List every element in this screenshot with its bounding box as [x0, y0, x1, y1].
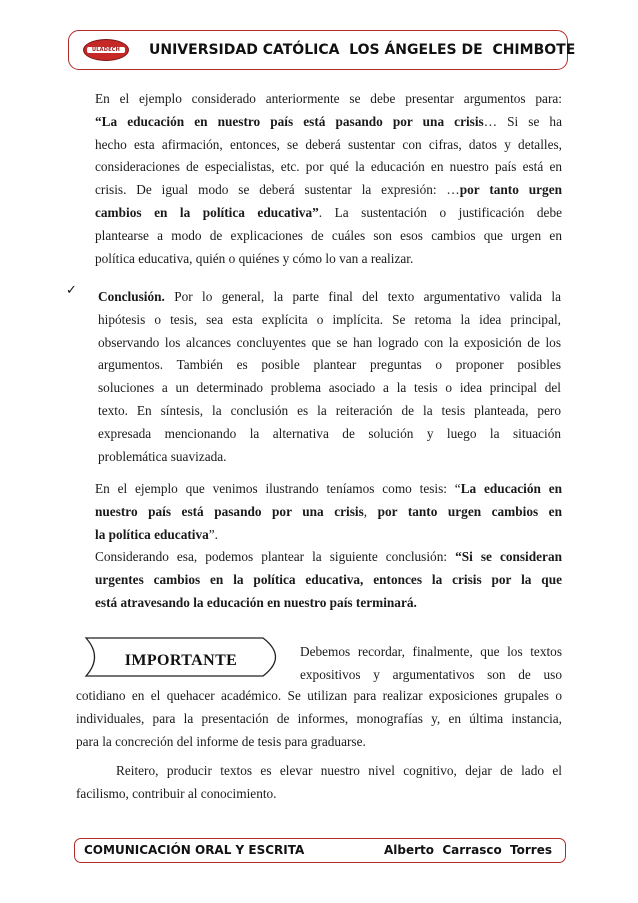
logo-text: ULADECH	[92, 46, 120, 53]
text-line: En el ejemplo que venimos ilustrando teníamos como tesis: “La educación en	[95, 481, 562, 496]
text-line: cambios en la política educativa”. La sustentación o justificación debe	[95, 204, 562, 220]
text-line: soluciones a un determinado problema asociado a la tesis o idea principal del	[98, 380, 561, 396]
header-title: UNIVERSIDAD CATÓLICA LOS ÁNGELES DE CHIMBOTE	[149, 42, 576, 58]
text-line: argumentos. También es posible plantear preguntas o proponer posibles	[98, 357, 561, 373]
text-line: cotidiano en el quehacer académico. Se utilizan para realizar exposiciones grupales o	[76, 688, 562, 703]
text-line: hipótesis o tesis, sea esta explícita o implícita. Se retoma la idea principal,	[98, 311, 561, 327]
conclusion-heading: Conclusión.	[98, 289, 165, 304]
text-line: Reitero, producir textos es elevar nuestro nivel cognitivo, dejar de lado el	[116, 763, 562, 778]
text-line: En el ejemplo considerado anteriormente se debe presentar argumentos para:	[95, 91, 562, 106]
important-label: IMPORTANTE	[124, 652, 238, 669]
text-line: individuales, para la presentación de informes, monografías y, en última instancia,	[76, 710, 562, 726]
text-line: plantearse a modo de explicaciones de cuáles son esos cambios que urgen en	[95, 227, 562, 243]
footer-author: Alberto Carrasco Torres	[383, 843, 552, 857]
text-line: “La educación en nuestro país está pasando por una crisis… Si se ha	[95, 113, 562, 129]
text-line: Considerando esa, podemos plantear la siguiente conclusión: “Si se consideran	[95, 549, 562, 565]
text-line: nuestro país está pasando por una crisis, por tanto urgen cambios en	[95, 503, 562, 519]
text-line: expresada mencionando la alternativa de solución y luego la situación	[98, 425, 561, 441]
text-line: para la concreción del informe de tesis para graduarse.	[76, 733, 366, 749]
paragraph-important	[76, 685, 562, 753]
text-line: la política educativa”.	[95, 526, 218, 542]
text-line: política educativa, quién o quiénes y cómo lo van a realizar.	[95, 250, 414, 266]
text-line: Conclusión. Por lo general, la parte final del texto argumentativo valida la	[98, 289, 561, 304]
page-header	[68, 30, 576, 70]
text-line: Debemos recordar, finalmente, que los textos	[300, 644, 562, 659]
university-logo-icon	[83, 39, 129, 61]
text-line: observando los alcances concluyentes que se han logrado con la exposición de los	[98, 334, 561, 350]
conclusion-section	[98, 286, 561, 468]
text-line: está atravesando la educación en nuestro país terminará.	[95, 594, 417, 610]
text-line: texto. En síntesis, la conclusión es la reiteración de la tesis planteada, pero	[98, 402, 561, 418]
page-footer	[74, 838, 566, 863]
text-line: problemática suavizada.	[98, 448, 227, 464]
important-callout	[78, 636, 293, 678]
text-line: expositivos y argumentativos son de uso	[300, 666, 562, 682]
text-line: facilismo, contribuir al conocimiento.	[76, 785, 277, 801]
paragraph-closing	[76, 760, 562, 806]
text-line: hecho esta afirmación, entonces, se deberá sustentar con cifras, datos y detalles,	[95, 136, 562, 152]
text-line: consideraciones de especialistas, etc. por qué la educación en nuestro país está en	[95, 159, 562, 175]
text-line: urgentes cambios en la política educativa, entonces la crisis por la que	[95, 572, 562, 588]
important-side-text	[300, 641, 562, 687]
footer-course: COMUNICACIÓN ORAL Y ESCRITA	[84, 843, 305, 857]
paragraph-thesis-example	[95, 478, 562, 615]
checkmark-icon: ✓	[66, 283, 77, 298]
paragraph-example-intro	[95, 88, 562, 270]
text-line: crisis. De igual modo se deberá sustentar la expresión: …por tanto urgen	[95, 182, 562, 198]
